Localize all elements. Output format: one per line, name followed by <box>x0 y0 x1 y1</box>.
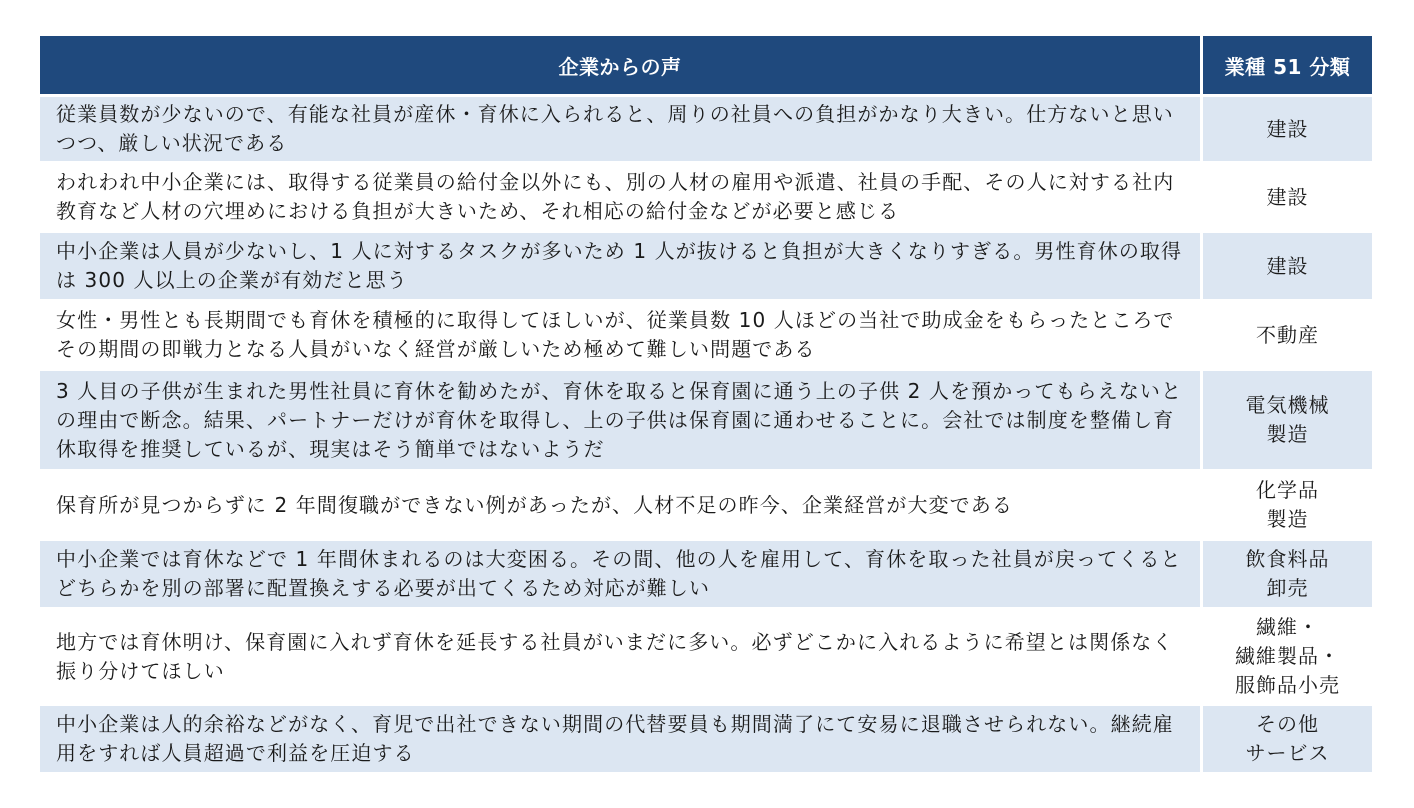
industry-line: 建設 <box>1266 253 1309 278</box>
table-row <box>40 97 1372 164</box>
comment-cell: 地方では育休明け、保育園に入れず育休を延長する社員がいまだに多い。必ずどこかに入れるように希望とは関係なく振り分けてほしい <box>40 610 1203 706</box>
industry-line: 化学品 <box>1256 478 1319 502</box>
industry-line: サービス <box>1245 741 1330 765</box>
header-industry: 業種 51 分類 <box>1203 36 1372 97</box>
table-row <box>40 164 1372 233</box>
industry-line: 服飾品小売 <box>1235 673 1340 697</box>
table-row <box>40 610 1372 706</box>
industry-cell <box>1203 233 1372 302</box>
industry-line: 建設 <box>1266 116 1309 141</box>
industry-line: 製造 <box>1266 507 1309 531</box>
industry-line: その他 <box>1256 712 1319 736</box>
table-row <box>40 233 1372 302</box>
comment-cell: 3 人目の子供が生まれた男性社員に育休を勧めたが、育休を取ると保育園に通う上の子供 2 人を預かってもらえないとの理由で断念。結果、パートナーだけが育休を取得し、上の子供は保育園に通わせることに。会社では制度を整備し育休取得を推奨しているが、現実はそう簡単ではないようだ <box>40 371 1203 472</box>
comment-cell: 中小企業は人員が少ないし、1 人に対するタスクが多いため 1 人が抜けると負担が大きくなりすぎる。男性育休の取得は 300 人以上の企業が有効だと思う <box>40 233 1203 302</box>
industry-line: 繊維・ <box>1256 615 1319 639</box>
industry-line: 建設 <box>1266 184 1309 209</box>
table-row <box>40 541 1372 610</box>
industry-line: 不動産 <box>1256 322 1319 347</box>
table-row <box>40 371 1372 472</box>
industry-cell <box>1203 97 1372 164</box>
industry-cell <box>1203 472 1372 541</box>
company-voices-table <box>40 36 1372 775</box>
comment-cell: 保育所が見つからずに 2 年間復職ができない例があったが、人材不足の昨今、企業経営が大変である <box>40 472 1203 541</box>
industry-cell <box>1203 706 1372 775</box>
industry-cell <box>1203 541 1372 610</box>
industry-line: 製造 <box>1266 422 1309 446</box>
comment-cell: われわれ中小企業には、取得する従業員の給付金以外にも、別の人材の雇用や派遣、社員の手配、その人に対する社内教育など人材の穴埋めにおける負担が大きいため、それ相応の給付金などが必要と感じる <box>40 164 1203 233</box>
table-row <box>40 302 1372 371</box>
table-row <box>40 472 1372 541</box>
header-comment: 企業からの声 <box>40 36 1203 97</box>
industry-cell <box>1203 610 1372 706</box>
comment-cell: 従業員数が少ないので、有能な社員が産休・育休に入られると、周りの社員への負担がかなり大きい。仕方ないと思いつつ、厳しい状況である <box>40 97 1203 164</box>
table-header-row <box>40 36 1372 97</box>
industry-cell <box>1203 164 1372 233</box>
table-row <box>40 706 1372 775</box>
industry-line: 飲食料品 <box>1245 547 1330 571</box>
comment-cell: 中小企業は人的余裕などがなく、育児で出社できない期間の代替要員も期間満了にて安易に退職させられない。継続雇用をすれば人員超過で利益を圧迫する <box>40 706 1203 775</box>
industry-cell <box>1203 302 1372 371</box>
industry-line: 電気機械 <box>1245 393 1330 417</box>
industry-line: 繊維製品・ <box>1235 644 1340 668</box>
comment-cell: 女性・男性とも長期間でも育休を積極的に取得してほしいが、従業員数 10 人ほどの当社で助成金をもらったところでその期間の即戦力となる人員がいなく経営が厳しいため極めて難しい問題である <box>40 302 1203 371</box>
comment-cell: 中小企業では育休などで 1 年間休まれるのは大変困る。その間、他の人を雇用して、育休を取った社員が戻ってくるとどちらかを別の部署に配置換えする必要が出てくるため対応が難しい <box>40 541 1203 610</box>
industry-line: 卸売 <box>1266 576 1309 600</box>
industry-cell <box>1203 371 1372 472</box>
